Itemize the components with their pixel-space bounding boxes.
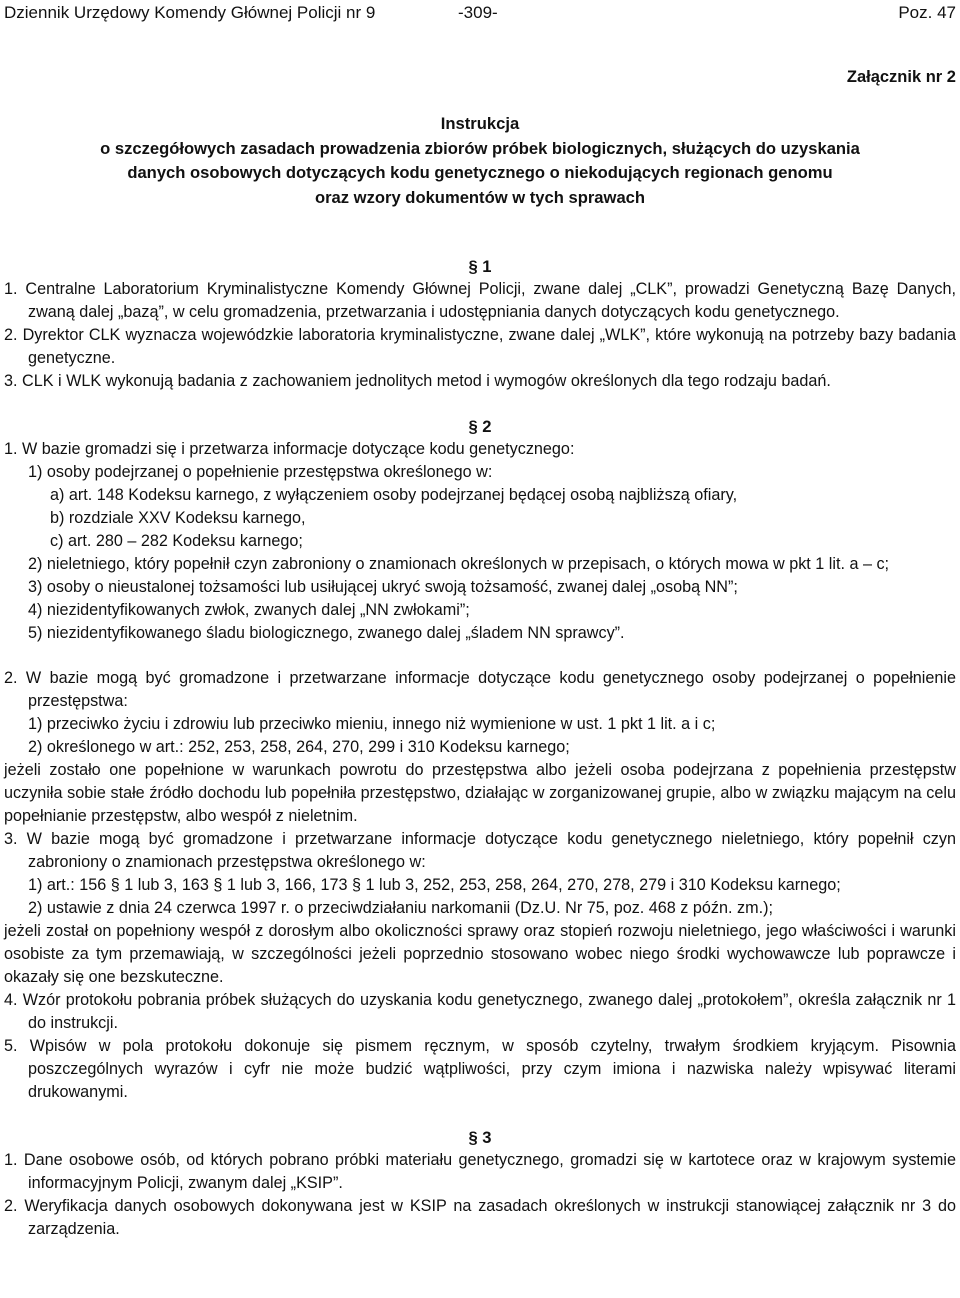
document-page	[4, 0, 956, 1241]
paragraph: 1. Centralne Laboratorium Kryminalistyczne Komendy Głównej Policji, zwane dalej „CLK”, prowadzi Genetyczną Bazę Danych, zwaną dalej „bazą”, w celu gromadzenia, przetwarzania i udostępniania danych dotyczących kodu genetycznego.	[4, 280, 956, 321]
page-number: -309-	[458, 3, 498, 22]
list-item: c) art. 280 – 282 Kodeksu karnego;	[50, 532, 303, 550]
list-item: 1) art.: 156 § 1 lub 3, 163 § 1 lub 3, 166, 173 § 1 lub 3, 252, 253, 258, 264, 270, 278, 279 i 310 Kodeksu karnego;	[28, 876, 841, 894]
list-item: 1) osoby podejrzanej o popełnienie przestępstwa określonego w:	[28, 463, 493, 481]
paragraph: 4. Wzór protokołu pobrania próbek służących do uzyskania kodu genetycznego, zwanego dalej „protokołem”, określa załącznik nr 1 do instrukcji.	[4, 991, 956, 1032]
list-item: a) art. 148 Kodeksu karnego, z wyłączeniem osoby podejrzanej będącej osobą najbliższą ofiary,	[50, 486, 738, 504]
list-item: 2) określonego w art.: 252, 253, 258, 264, 270, 299 i 310 Kodeksu karnego;	[28, 738, 570, 756]
paragraph: 3. W bazie mogą być gromadzone i przetwarzane informacje dotyczące kodu genetycznego nieletniego, który popełnił czyn zabroniony o znamionach przestępstwa określonego w:	[4, 830, 956, 871]
annex-label: Załącznik nr 2	[846, 68, 956, 86]
section-heading-1: § 1	[468, 257, 492, 276]
paragraph: 1. W bazie gromadzi się i przetwarza informacje dotyczące kodu genetycznego:	[4, 440, 575, 458]
position-number: Poz. 47	[898, 3, 956, 22]
paragraph: jeżeli został on popełniony wespół z dorosłym albo okoliczności sprawy oraz stopień rozwoju nieletniego, jego właściwości i warunki osobiste za tym przemawiają, w szczególności jeżeli poprzednio stosowano wobec niego środki wychowawcze lub poprawcze i okazały się one bezskuteczne.	[4, 922, 956, 986]
list-item: 4) niezidentyfikowanych zwłok, zwanych dalej „NN zwłokami”;	[28, 601, 470, 619]
section-heading-3: § 3	[468, 1128, 492, 1147]
title-line: oraz wzory dokumentów w tych sprawach	[314, 187, 646, 207]
paragraph: 2. W bazie mogą być gromadzone i przetwarzane informacje dotyczące kodu genetycznego osoby podejrzanej o popełnienie przestępstwa:	[4, 669, 956, 710]
paragraph: 3. CLK i WLK wykonują badania z zachowaniem jednolitych metod i wymogów określonych dla tego rodzaju badań.	[4, 372, 831, 390]
list-item: 3) osoby o nieustalonej tożsamości lub usiłującej ukryć swoją tożsamość, zwanej dalej „osobą NN”;	[28, 578, 738, 596]
list-item: 1) przeciwko życiu i zdrowiu lub przeciwko mieniu, innego niż wymienione w ust. 1 pkt 1 lit. a i c;	[28, 715, 716, 733]
paragraph: 2. Weryfikacja danych osobowych dokonywana jest w KSIP na zasadach określonych w instrukcji stanowiącej załącznik nr 3 do zarządzenia.	[4, 1197, 956, 1238]
paragraph: 2. Dyrektor CLK wyznacza wojewódzkie laboratoria kryminalistyczne, zwane dalej „WLK”, które wykonują na potrzeby bazy badania genetyczne.	[4, 326, 956, 367]
paragraph: jeżeli zostało one popełnione w warunkach powrotu do przestępstwa albo jeżeli osoba podejrzana z popełnienia przestępstw uczyniła sobie stałe źródło dochodu lub popełniła przestępstwo, działając w zorganizowanej grupie, albo w związku mającym na celu popełnianie przestępstw, albo wespół z nieletnim.	[4, 761, 956, 825]
section-heading-2: § 2	[468, 417, 492, 436]
document-title	[4, 112, 956, 210]
list-item: 5) niezidentyfikowanego śladu biologicznego, zwanego dalej „śladem NN sprawcy”.	[28, 624, 625, 642]
list-item: 2) nieletniego, który popełnił czyn zabroniony o znamionach określonych w przepisach, o których mowa w pkt 1 lit. a – c;	[28, 555, 890, 573]
paragraph: 5. Wpisów w pola protokołu dokonuje się pismem ręcznym, w sposób czytelny, trwałym środkiem kryjącym. Pisownia poszczególnych wyrazów i cyfr nie może budzić wątpliwości, przy czym imiona i nazwiska należy wpisywać literami drukowanymi.	[4, 1037, 956, 1101]
paragraph: 1. Dane osobowe osób, od których pobrano próbki materiału genetycznego, gromadzi się w kartotece oraz w krajowym systemie informacyjnym Policji, zwanym dalej „KSIP”.	[4, 1151, 956, 1192]
list-item: b) rozdziale XXV Kodeksu karnego,	[50, 509, 306, 527]
page-header	[4, 0, 956, 26]
title-line: Instrukcja	[440, 114, 520, 133]
journal-title: Dziennik Urzędowy Komendy Głównej Policji nr 9	[4, 3, 376, 22]
title-line: o szczegółowych zasadach prowadzenia zbiorów próbek biologicznych, służących do uzyskania	[100, 138, 860, 158]
title-line: danych osobowych dotyczących kodu genetycznego o niekodujących regionach genomu	[127, 163, 833, 182]
list-item: 2) ustawie z dnia 24 czerwca 1997 r. o przeciwdziałaniu narkomanii (Dz.U. Nr 75, poz. 468 z późn. zm.);	[28, 899, 773, 917]
